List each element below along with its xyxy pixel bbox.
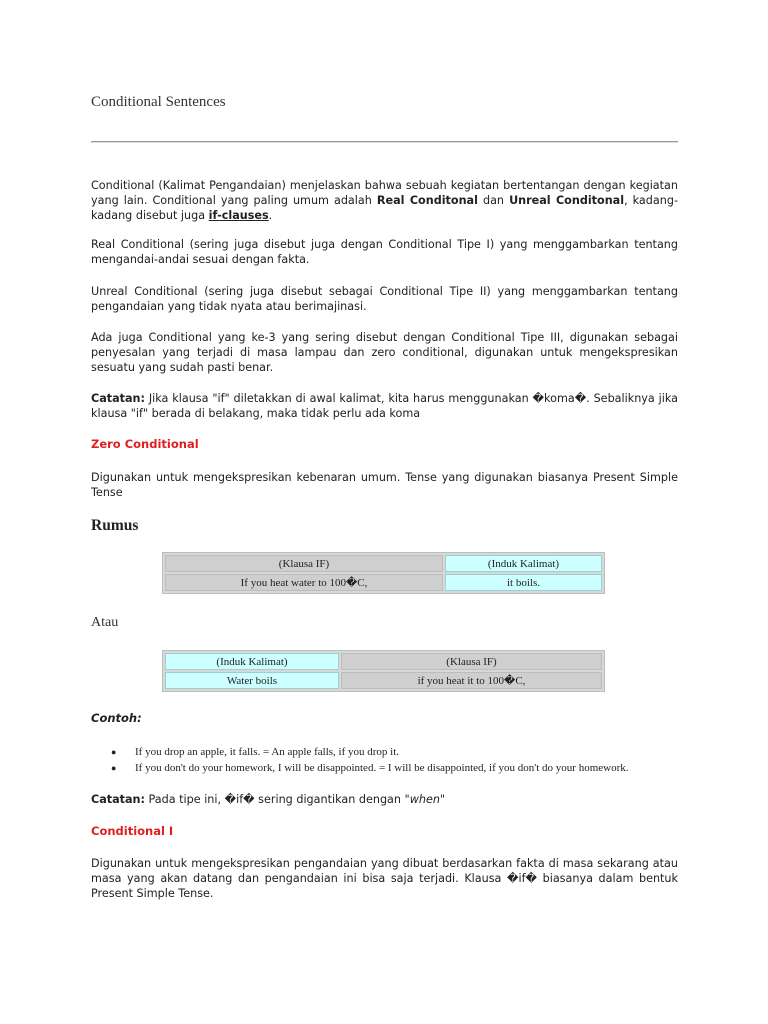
contoh-label: Contoh: bbox=[91, 711, 142, 725]
intro-text-3: , kadang-kadang disebut juga bbox=[91, 194, 678, 222]
intro-bold-real: Real Conditonal bbox=[376, 194, 478, 207]
list-item bbox=[111, 744, 629, 760]
table-row bbox=[165, 555, 602, 572]
table-cell: (Induk Kalimat) bbox=[445, 555, 602, 572]
atau-label: Atau bbox=[91, 615, 119, 630]
intro-text-2: dan bbox=[477, 194, 510, 207]
intro-bold-unreal: Unreal Conditonal bbox=[509, 194, 625, 207]
real-conditional-paragraph: Real Conditional (sering juga disebut juga dengan Conditional Tipe I) yang menggambarkan tentang mengandai-andai sesuai dengan fakta. bbox=[91, 238, 678, 266]
note-label: Catatan: bbox=[91, 793, 145, 806]
example-list bbox=[111, 744, 629, 776]
zero-note-paragraph bbox=[91, 792, 678, 807]
rumus-heading: Rumus bbox=[91, 517, 139, 534]
table-cell: if you heat it to 100�C, bbox=[341, 672, 602, 689]
list-item bbox=[111, 760, 629, 776]
conditional-1-desc: Digunakan untuk mengekspresikan pengandaian yang dibuat berdasarkan fakta di masa sekarang atau masa yang akan datang dan pengandaian ini bisa saja terjadi. Klausa �if� biasanya dalam bentuk Present Simple Tense. bbox=[91, 857, 678, 900]
intro-text-1: Conditional (Kalimat Pengandaian) menjelaskan bahwa sebuah kegiatan bertentangan dengan kegiatan yang lain. Conditional yang paling umum adalah bbox=[91, 179, 678, 207]
table-row bbox=[165, 653, 602, 670]
table-cell: it boils. bbox=[445, 574, 602, 591]
unreal-conditional-paragraph: Unreal Conditional (sering juga disebut sebagai Conditional Tipe II) yang menggambarkan tentang pengandaian yang tidak nyata atau berimajinasi. bbox=[91, 285, 678, 313]
note-text: Pada tipe ini, �if� sering digantikan dengan " bbox=[145, 793, 410, 806]
table-cell: If you heat water to 100�C, bbox=[165, 574, 443, 591]
formula-table-2 bbox=[162, 650, 605, 692]
note-label: Catatan: bbox=[91, 392, 145, 405]
if-clauses-link[interactable]: if-clauses bbox=[208, 209, 269, 222]
table-cell: (Klausa IF) bbox=[341, 653, 602, 670]
formula-table-1 bbox=[162, 552, 605, 594]
zero-conditional-heading: Zero Conditional bbox=[91, 437, 199, 451]
intro-paragraph bbox=[91, 178, 678, 223]
type3-paragraph: Ada juga Conditional yang ke-3 yang sering disebut dengan Conditional Tipe III, digunakan sebagai penyesalan yang terjadi di masa lampau dan zero conditional, digunakan untuk mengekspresikan sesuatu yang sudah pasti benar. bbox=[91, 331, 678, 374]
note-text: Jika klausa "if" diletakkan di awal kalimat, kita harus menggunakan �koma�. Sebaliknya jika klausa "if" berada di belakang, maka tidak perlu ada koma bbox=[91, 392, 678, 420]
example-text: If you don't do your homework, I will be disappointed. = I will be disappointed, if you don't do your homework. bbox=[135, 762, 629, 774]
table-row bbox=[165, 574, 602, 591]
bullet-icon: ● bbox=[111, 763, 117, 773]
page-title: Conditional Sentences bbox=[91, 94, 226, 110]
table-cell: (Induk Kalimat) bbox=[165, 653, 339, 670]
divider bbox=[91, 141, 678, 143]
table-cell: (Klausa IF) bbox=[165, 555, 443, 572]
intro-text-4: . bbox=[268, 209, 273, 222]
zero-conditional-desc: Digunakan untuk mengekspresikan kebenaran umum. Tense yang digunakan biasanya Present Simple Tense bbox=[91, 471, 678, 499]
conditional-1-heading: Conditional I bbox=[91, 824, 174, 838]
bullet-icon: ● bbox=[111, 747, 117, 757]
note-text-end: " bbox=[439, 793, 446, 806]
table-cell: Water boils bbox=[165, 672, 339, 689]
example-text: If you drop an apple, it falls. = An apple falls, if you drop it. bbox=[135, 746, 400, 758]
table-row bbox=[165, 672, 602, 689]
note-paragraph bbox=[91, 391, 678, 421]
note-emphasis: when bbox=[409, 793, 440, 806]
